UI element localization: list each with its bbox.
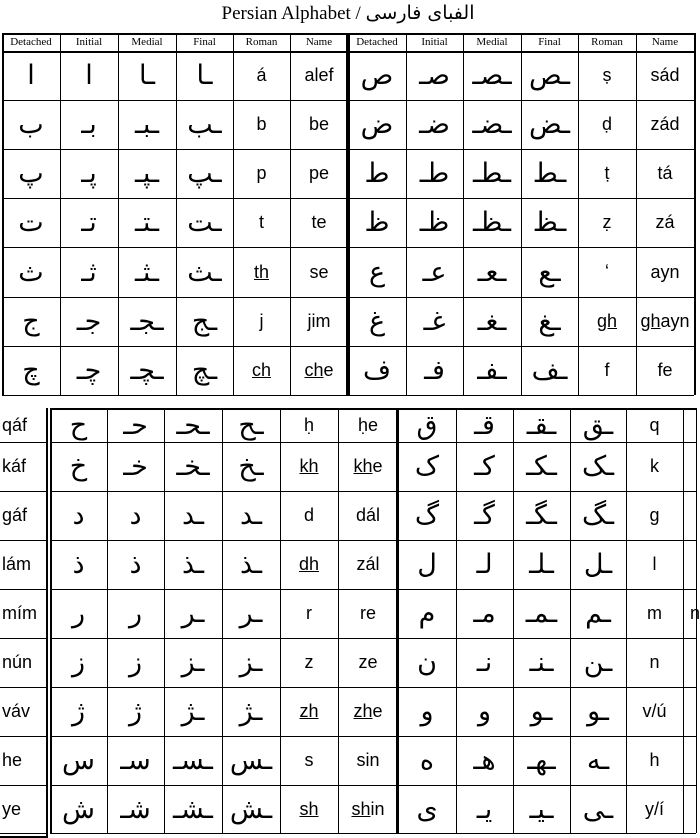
bottom-row-4-left-roman: r [306,603,312,623]
top-row-5-left-initial-form: جـ [76,306,102,337]
bottom-row-2-left-detached-form: د [72,500,85,531]
top-row-0-left-final-form: ـا [196,60,213,91]
top-row-5-right-detached-form: غ [368,306,386,337]
top-row-3-right-medial-form: ـظـ [473,207,511,238]
top-row-6-left-final-form: ـچ [191,355,218,386]
bottom-row-0-right-roman: q [649,414,660,435]
bottom-row-1-left-roman-underlined: kh [299,456,319,476]
bottom-row-8-left-name-underlined: sh [351,798,371,819]
grid-line [50,833,696,834]
grid-line [46,408,48,837]
top-row-1-right-final-form: ـض [529,109,570,140]
bottom-row-2-left-roman: d [303,505,314,525]
top-row-2-right-final-form: ـط [532,158,567,189]
top-row-0-right-initial-form: صـ [419,60,450,91]
bottom-row-4-left-name: re [359,603,376,623]
bottom-row-1-right-final-form: ـک [581,451,615,482]
bottom-row-6-left-roman [280,687,338,736]
bottom-row-1-left-initial-form: خـ [123,451,148,482]
top-row-1-right-medial-form: ـضـ [472,109,512,140]
bottom-row-8-right-final-form: ـی [582,793,614,825]
bottom-row-6-right-detached-form: و [420,696,434,727]
bottom-row-4-left-final-form: ـر [239,598,263,629]
top-row-1-left-name: be [308,114,330,134]
bottom-row-1-left-name-rest: e [372,456,383,476]
bottom-row-7-right-medial-form: ـهـ [527,745,556,776]
top-row-2-left-final-form: ـپ [187,158,222,189]
top-row-6-left-roman-underlined: ch [251,360,271,380]
bottom-row-7-right-detached-form: ه [419,745,435,776]
bottom-row-7-left-final-form: ـس [229,745,273,776]
top-row-6-right-roman: f [604,360,610,380]
top-row-2-left-medial-form: ـپـ [135,158,159,189]
column-header-right-1: Initial [421,36,448,48]
bottom-row-5-right-medial-form: ـنـ [529,647,554,678]
top-row-1-right-initial-form: ضـ [419,109,450,140]
top-row-0-left-roman: á [256,65,267,85]
top-row-1-left-final-form: ـب [187,109,222,140]
top-row-2-right-detached-form: ط [364,158,390,189]
top-row-4-left-medial-form: ـثـ [135,256,159,288]
bottom-row-8-left-final-form: ـش [229,793,273,825]
column-header-right-4: Roman [591,36,623,48]
top-row-5-left-name: jim [307,311,331,331]
bottom-row-5-left-initial-form: ز [128,647,143,678]
bottom-row-7-right-final-form: ـه [586,745,610,776]
top-row-3-left-initial-form: تـ [81,207,97,238]
bottom-row-6-left-detached-form: ژ [71,696,86,727]
top-row-1-left-initial-form: بـ [81,109,97,140]
bottom-row-7-cut-name: he [2,750,23,770]
top-row-4-left-roman-underlined: th [253,261,269,282]
top-row-6-left-initial-form: چـ [76,355,102,386]
bottom-row-5-right-roman: n [649,652,660,672]
bottom-row-4-right-detached-form: م [418,598,436,629]
top-row-1-left-medial-form: ـبـ [135,109,159,140]
bottom-row-0-right-medial-form: ـقـ [526,409,557,441]
top-row-0-right-roman: ṣ [602,65,612,85]
bottom-row-1-left-name-underlined: kh [353,456,373,476]
top-row-4-left-roman [233,247,290,297]
bottom-row-8-left-roman [280,785,338,833]
bottom-row-3-right-medial-form: ـلـ [529,549,554,580]
bottom-row-1-left-name [338,442,398,491]
top-row-3-right-final-form: ـظ [532,207,567,238]
top-row-3-right-initial-form: ظـ [419,207,450,238]
bottom-row-1-right-medial-form: ـکـ [526,451,557,482]
column-header-left-0: Detached [10,36,52,48]
top-row-5-left-roman: j [259,311,264,331]
bottom-row-5-left-name: ze [358,652,378,672]
top-row-6-left-name-rest: e [323,360,334,380]
top-row-3-right-roman: ẓ [602,212,612,232]
bottom-row-1-left-detached-form: خ [69,451,88,482]
bottom-row-5-cut-name: nún [2,652,33,672]
bottom-row-4-cut-name: mím [2,603,37,623]
bottom-row-1-right-detached-form: ک [414,451,440,482]
bottom-row-0-right-final-form: ـق [582,409,614,441]
top-row-4-right-medial-form: ـعـ [477,256,507,288]
bottom-row-5-left-detached-form: ز [71,647,86,678]
bottom-row-0-left-medial-form: ـحـ [176,409,210,441]
bottom-row-2-left-medial-form: ـد [181,500,205,531]
bottom-row-3-right-initial-form: لـ [476,549,493,580]
bottom-row-6-cut-name: váv [2,701,31,721]
top-row-5-right-roman [578,297,636,346]
bottom-row-2-right-final-form: ـگ [581,500,615,531]
bottom-row-8-left-medial-form: ـشـ [173,793,213,825]
bottom-row-0-right-detached-form: ق [416,409,438,441]
top-row-6-left-medial-form: ـچـ [130,355,164,386]
top-row-3-left-final-form: ـت [187,207,222,238]
column-header-left-3: Final [193,36,216,48]
top-row-5-right-name [636,297,694,346]
bottom-row-6-left-roman-underlined: zh [299,701,319,721]
top-row-0-right-final-form: ـص [529,60,570,91]
top-row-4-right-detached-form: ع [368,256,386,288]
bottom-row-4-right-medial-form: ـمـ [525,598,558,629]
top-row-5-left-final-form: ـج [191,306,218,337]
grid-line [694,33,696,395]
bottom-row-5-right-initial-form: نـ [476,647,493,678]
bottom-row-5-left-roman: z [304,652,314,672]
bottom-row-0-left-final-form: ـح [238,409,264,441]
bottom-row-6-left-final-form: ـژ [239,696,263,727]
bottom-row-4-right-final-form: ـم [585,598,611,629]
top-row-2-right-name: tá [657,163,673,183]
bottom-row-0-right-initial-form: قـ [474,409,495,441]
top-row-4-right-initial-form: عـ [422,256,447,288]
top-row-6-right-name: fe [657,360,673,380]
bottom-row-6-left-initial-form: ژ [128,696,143,727]
bottom-row-0-cut-name: qáf [2,414,28,435]
bottom-row-6-left-name [338,687,398,736]
bottom-row-5-left-final-form: ـز [239,647,263,678]
top-row-6-right-detached-form: ف [363,355,391,386]
top-row-2-right-medial-form: ـطـ [473,158,511,189]
bottom-row-2-left-name: dál [355,505,381,525]
bottom-row-3-left-detached-form: ذ [72,549,85,580]
top-row-2-right-initial-form: طـ [419,158,450,189]
top-row-4-left-name: se [309,261,329,282]
top-row-2-left-roman: p [256,163,267,183]
grid-line [683,408,684,833]
top-row-5-right-name-rest: ayn [660,311,690,331]
bottom-row-3-left-final-form: ـذ [239,549,263,580]
top-row-5-right-medial-form: ـغـ [477,306,507,337]
title-persian: الفبای فارسی [365,2,475,24]
column-header-right-5: Name [651,36,679,48]
top-row-6-left-name-underlined: ch [304,360,324,380]
top-row-4-right-roman: ʻ [605,261,609,282]
bottom-row-6-left-name-rest: e [372,701,383,721]
bottom-row-4-right-overflow-text: n [689,603,700,623]
top-row-3-right-detached-form: ظ [364,207,390,238]
top-row-1-right-roman: ḍ [601,114,612,134]
bottom-row-0-left-detached-form: ح [69,409,88,441]
bottom-row-0-left-roman: ḥ [303,414,314,435]
grid-line [2,395,694,396]
top-row-5-right-initial-form: غـ [423,306,446,337]
bottom-row-3-left-roman-underlined: dh [298,554,320,574]
bottom-row-7-left-detached-form: س [62,745,95,776]
bottom-row-7-left-roman: s [304,750,314,770]
top-row-1-right-detached-form: ض [360,109,394,140]
bottom-row-7-left-medial-form: ـسـ [173,745,213,776]
bottom-row-8-cut-name: ye [2,798,22,819]
grid-line [0,833,47,834]
column-header-left-4: Roman [245,36,278,48]
top-row-3-left-name: te [311,212,327,232]
bottom-row-0-left-name: ḥe [357,414,379,435]
bottom-row-8-right-detached-form: ی [416,793,438,825]
bottom-row-8-left-name [338,785,398,833]
bottom-row-2-right-initial-form: گـ [474,500,495,531]
bottom-row-3-left-roman [280,540,338,589]
column-header-left-5: Name [305,36,333,48]
top-row-2-right-roman: ṭ [604,163,610,183]
title-latin: Persian Alphabet [221,3,351,24]
top-row-0-right-medial-form: ـصـ [472,60,512,91]
top-row-6-left-roman [233,346,290,395]
title-separator: / [350,3,366,24]
bottom-row-0-left-initial-form: حـ [123,409,148,441]
column-header-right-0: Detached [356,36,398,48]
bottom-row-7-right-initial-form: هـ [473,745,496,776]
top-row-4-left-initial-form: ثـ [81,256,97,288]
top-row-4-right-name: ayn [650,261,680,282]
top-row-5-right-roman-underlined: gh [596,311,618,331]
bottom-row-1-left-final-form: ـخ [238,451,264,482]
bottom-row-8-left-detached-form: ش [62,793,95,825]
top-row-6-right-final-form: ـف [531,355,568,386]
bottom-row-3-right-final-form: ـل [583,549,613,580]
bottom-row-8-right-initial-form: یـ [476,793,493,825]
top-row-0-right-detached-form: ص [360,60,394,91]
top-row-4-left-detached-form: ث [18,256,44,288]
top-row-1-left-detached-form: ب [18,109,44,140]
bottom-row-7-left-name: sin [356,750,380,770]
bottom-row-3-left-initial-form: ذ [129,549,142,580]
top-row-5-left-detached-form: ج [22,306,40,337]
top-row-6-left-detached-form: چ [22,355,40,386]
bottom-row-8-left-roman-underlined: sh [299,798,319,819]
top-row-3-right-name: zá [655,212,675,232]
top-row-0-left-name: alef [304,65,334,85]
top-row-1-left-roman: b [256,114,267,134]
bottom-row-2-right-medial-form: ـگـ [526,500,557,531]
bottom-row-3-right-roman: l [652,554,657,574]
bottom-row-3-left-name: zál [356,554,380,574]
top-row-6-right-initial-form: فـ [424,355,445,386]
bottom-row-2-right-roman: g [649,505,660,525]
bottom-row-6-right-roman: v/ú [642,701,667,721]
bottom-row-7-left-initial-form: سـ [120,745,151,776]
column-header-left-1: Initial [75,36,103,48]
bottom-row-1-left-roman [280,442,338,491]
bottom-row-3-right-detached-form: ل [417,549,437,580]
bottom-row-4-left-medial-form: ـر [181,598,205,629]
bottom-row-6-right-medial-form: ـو [530,696,553,727]
bottom-row-1-left-medial-form: ـخـ [176,451,210,482]
top-row-0-left-initial-form: ا [85,60,93,91]
bottom-row-1-cut-name: káf [2,456,27,476]
bottom-row-4-left-initial-form: ر [128,598,143,629]
top-row-3-left-roman: t [258,212,264,232]
top-row-3-left-detached-form: ت [18,207,44,238]
bottom-row-5-left-medial-form: ـز [181,647,205,678]
bottom-row-2-left-initial-form: د [129,500,142,531]
bottom-row-3-cut-name: lám [2,554,32,574]
page-title [0,0,696,28]
column-header-left-2: Medial [131,36,163,48]
top-row-5-left-medial-form: ـجـ [130,306,164,337]
top-row-0-left-medial-form: ـا [138,60,156,91]
bottom-row-2-cut-name: gáf [2,505,28,525]
top-row-5-right-name-underlined: gh [640,311,661,331]
top-row-0-right-name: sád [650,65,680,85]
top-row-4-left-final-form: ـث [187,256,222,288]
bottom-row-6-left-name-underlined: zh [353,701,373,721]
bottom-row-1-right-initial-form: کـ [474,451,495,482]
bottom-row-6-right-initial-form: و [477,696,492,727]
bottom-row-2-right-detached-form: گ [414,500,440,531]
bottom-row-8-right-roman: y/í [644,798,664,819]
bottom-row-5-right-final-form: ـن [583,647,613,678]
top-row-6-left-name [290,346,348,395]
bottom-row-5-right-detached-form: ن [417,647,437,678]
column-header-right-2: Medial [476,36,508,48]
top-row-1-right-name: zád [650,114,680,134]
top-row-3-left-medial-form: ـتـ [135,207,159,238]
bottom-row-7-right-roman: h [649,750,660,770]
bottom-row-6-right-final-form: ـو [587,696,609,727]
bottom-row-6-left-medial-form: ـژ [181,696,205,727]
top-row-2-left-name: pe [308,163,330,183]
bottom-row-8-left-initial-form: شـ [120,793,151,825]
bottom-row-8-right-medial-form: ـیـ [529,793,554,825]
top-row-0-left-detached-form: ا [27,60,35,91]
top-row-2-left-initial-form: پـ [81,158,97,189]
top-row-4-right-final-form: ـع [538,256,561,288]
top-row-5-right-final-form: ـغ [538,306,561,337]
bottom-row-4-left-detached-form: ر [71,598,86,629]
bottom-row-3-left-medial-form: ـذ [181,549,205,580]
bottom-row-4-right-initial-form: مـ [473,598,496,629]
top-row-2-left-detached-form: پ [18,158,44,189]
column-header-right-3: Final [538,36,561,48]
bottom-row-8-left-name-rest: in [370,798,385,819]
bottom-row-1-right-roman: k [650,456,659,476]
bottom-row-4-right-roman: m [647,603,662,623]
top-row-6-right-medial-form: ـفـ [477,355,507,386]
bottom-row-2-left-final-form: ـد [239,500,263,531]
